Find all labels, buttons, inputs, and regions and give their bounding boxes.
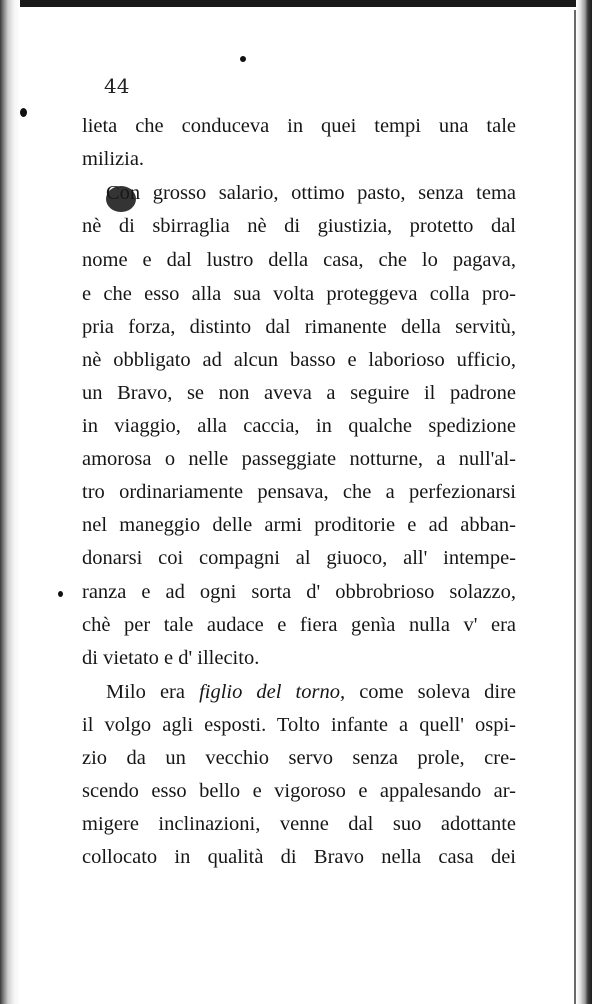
text-line: donarsi coi compagni al giuoco, all' intempe- [82, 547, 516, 569]
text-line [106, 678, 516, 706]
text-line: ranza e ad ogni sorta d' obbrobrioso solazzo, [82, 581, 516, 603]
text-line: di vietato e d' illecito. [82, 647, 260, 669]
text-line: amorosa o nelle passeggiate notturne, a null'al- [82, 448, 516, 470]
text-line: pria forza, distinto dal rimanente della servitù, [82, 316, 516, 338]
text-line: Con grosso salario, ottimo pasto, senza tema [106, 182, 516, 204]
binding-gutter [0, 0, 20, 1004]
page-top-edge [0, 0, 592, 7]
text-line: nel maneggio delle armi proditorie e ad abban- [82, 514, 516, 536]
ink-speck [58, 591, 63, 597]
text-run: Milo era [106, 681, 200, 703]
text-run: come soleva dire [345, 681, 516, 703]
page-right-edge [576, 0, 592, 1004]
italic-phrase: figlio del torno, [199, 681, 346, 703]
text-line: collocato in qualità di Bravo nella casa dei [82, 846, 516, 868]
text-line: tro ordinariamente pensava, che a perfezionarsi [82, 481, 516, 503]
text-line: scendo esso bello e vigoroso e appalesando ar- [82, 780, 516, 802]
ink-speck [20, 108, 27, 117]
ink-speck [240, 56, 246, 62]
text-line: nè di sbirraglia nè di giustizia, protetto dal [82, 215, 516, 237]
text-line: zio da un vecchio servo senza prole, cre- [82, 747, 516, 769]
text-line: in viaggio, alla caccia, in qualche spedizione [82, 415, 516, 437]
text-line: chè per tale audace e fiera genìa nulla v' era [82, 614, 516, 636]
text-line: nè obbligato ad alcun basso e laborioso ufficio, [82, 349, 516, 371]
text-line: un Bravo, se non aveva a seguire il padrone [82, 382, 516, 404]
text-line: il volgo agli esposti. Tolto infante a quell' ospi- [82, 714, 516, 736]
text-line: e che esso alla sua volta proteggeva colla pro- [82, 283, 516, 305]
page-number: 44 [104, 74, 130, 98]
text-line: migere inclinazioni, venne dal suo adottante [82, 813, 516, 835]
text-line: milizia. [82, 148, 145, 170]
text-line: lieta che conduceva in quei tempi una tale [82, 115, 516, 137]
text-line: nome e dal lustro della casa, che lo pagava, [82, 249, 516, 271]
